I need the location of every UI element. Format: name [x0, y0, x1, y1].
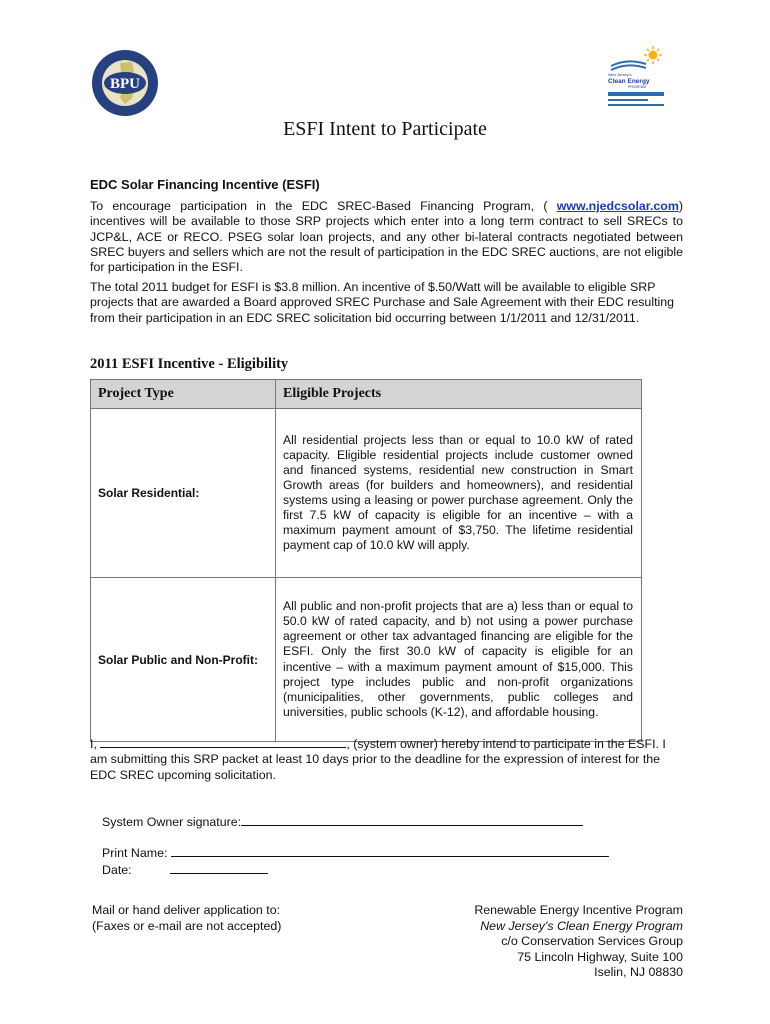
eligible-projects-cell: All public and non-profit projects that are a) less than or equal to 50.0 kW of rated capacity, and b) not using a power purchase agreement or other tax advantaged financing are eligible for the ESFI. Only the first 30.0 kW of capacity is eligible for an incentive – with a maximum payment amount of $15,000. This project type includes public and non-profit organizations (municipalities, other governments, public colleges and universities, public schools (K-12), and affordable housing.	[276, 578, 642, 742]
owner-signature-label: System Owner signature:	[102, 815, 242, 829]
date-label: Date:	[102, 863, 132, 877]
svg-text:PROGRAM: PROGRAM	[628, 85, 647, 89]
date-row	[102, 862, 268, 877]
col-header-eligible-projects: Eligible Projects	[276, 380, 642, 409]
svg-text:Clean Energy: Clean Energy	[608, 78, 650, 85]
system-owner-name-field[interactable]	[100, 736, 346, 748]
project-type-cell: Solar Residential:	[91, 409, 276, 578]
print-name-label: Print Name:	[102, 846, 168, 860]
bpu-logo-text: BPU	[110, 76, 140, 92]
owner-signature-field[interactable]	[241, 814, 583, 826]
intro-section	[90, 177, 683, 192]
eligible-projects-cell: All residential projects less than or equal to 10.0 kW of rated capacity. Eligible residential projects include customer owned and financed systems, residential new construction in Smart Growth areas (for builders and homeowners), and residential systems using a leasing or power purchase agreement. Only the first 7.5 kW of capacity is eligible for an incentive – with a maximum payment amount of $3,750. The lifetime residential payment cap of 10.0 kW will apply.	[276, 409, 642, 578]
date-field[interactable]	[170, 862, 268, 874]
print-name-row	[102, 845, 609, 860]
owner-signature-row	[102, 814, 583, 829]
mailing-address: Renewable Energy Incentive Program New Jersey's Clean Energy Program c/o Conservation Services Group 75 Lincoln Highway, Suite 100 Iselin, NJ 08830	[474, 903, 683, 979]
table-header-row	[91, 380, 642, 409]
table-row	[91, 578, 642, 742]
clean-energy-logo	[606, 46, 666, 110]
intro-paragraph-2: The total 2011 budget for ESFI is $3.8 million. An incentive of $.50/Watt will be available to eligible SRP projects that are awarded a Board approved SREC Purchase and Sale Agreement with their EDC resulting from their participation in an EDC SREC solicitation bid occurring between 1/1/2011 and 12/31/2011.	[90, 280, 675, 325]
svg-text:New Jersey's: New Jersey's	[608, 72, 632, 77]
mail-instructions: Mail or hand deliver application to: (Faxes or e-mail are not accepted)	[92, 903, 282, 933]
eligibility-table	[90, 379, 642, 742]
eligibility-heading: 2011 ESFI Incentive - Eligibility	[90, 356, 289, 372]
table-row	[91, 409, 642, 578]
bpu-logo	[90, 48, 160, 118]
project-type-cell: Solar Public and Non-Profit:	[91, 578, 276, 742]
col-header-project-type: Project Type	[91, 380, 276, 409]
page-title: ESFI Intent to Participate	[283, 118, 487, 140]
intent-statement: I, , (system owner) hereby intend to participate in the ESFI. I am submitting this SRP packet at least 10 days prior to the deadline for the expression of interest for the EDC SREC upcoming solicitation.	[90, 737, 666, 782]
njedcsolar-link[interactable]: www.njedcsolar.com	[556, 199, 679, 213]
print-name-field[interactable]	[171, 845, 609, 857]
intro-heading: EDC Solar Financing Incentive (ESFI)	[90, 177, 320, 192]
intro-paragraph-1: To encourage participation in the EDC SREC-Based Financing Program, ( www.njedcsolar.com) incentives will be available to those SRP projects which enter into a long term contract to sell SRECs to JCP&L, ACE or RECO. PSEG solar loan projects, and any other bi-lateral contracts negotiated between SREC buyers and sellers which are not the result of participation in the EDC SREC auctions, are not eligible for participation in the ESFI.	[90, 199, 683, 275]
